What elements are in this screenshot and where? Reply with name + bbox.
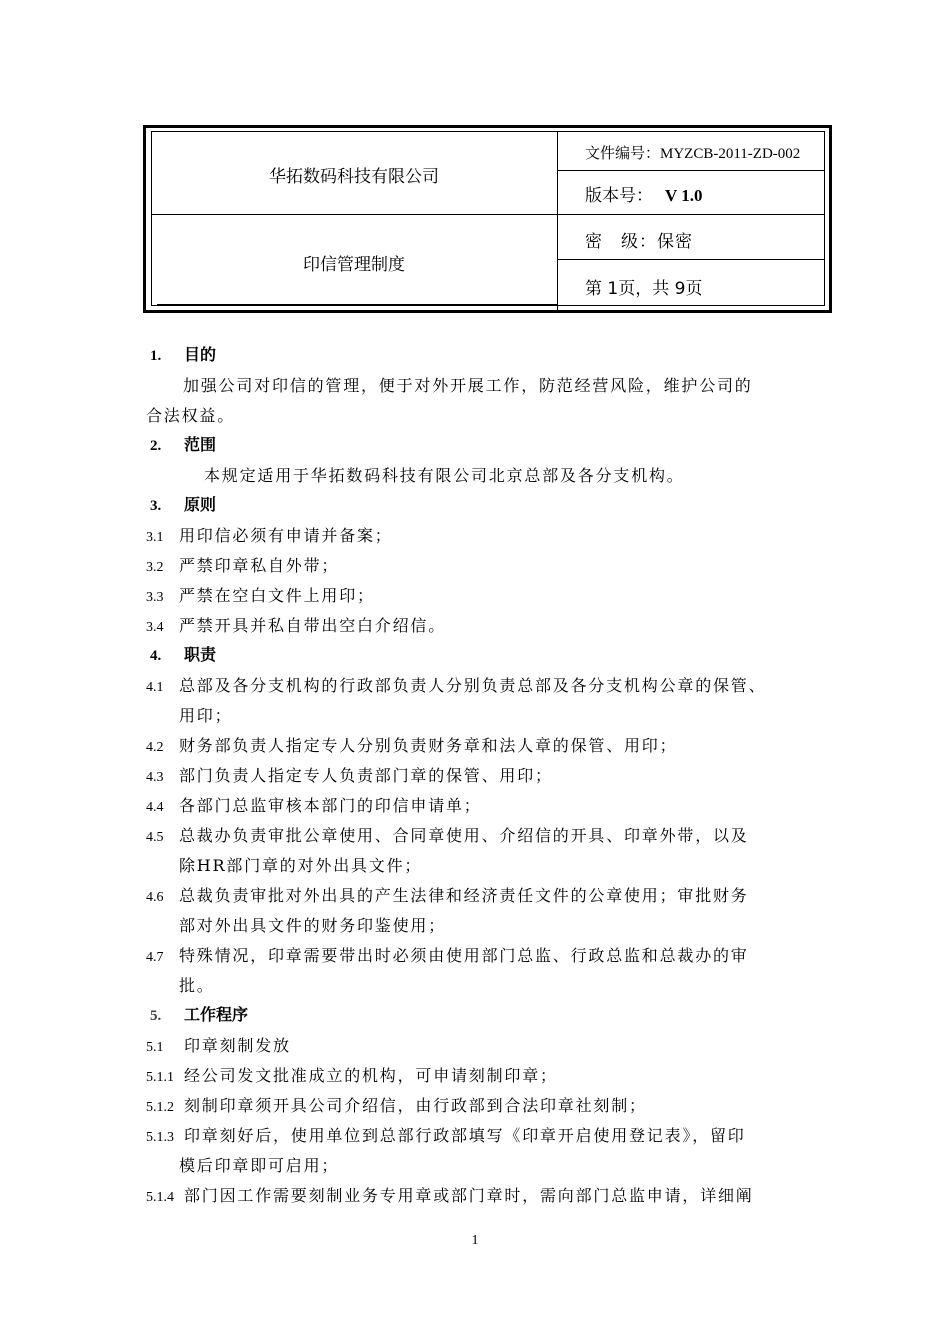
company-name: 华拓数码科技有限公司 (269, 167, 439, 187)
list-item: 4.3 部门负责人指定专人负责部门章的保管、用印； (146, 766, 553, 785)
list-item: 4.5 总裁办负责审批公章使用、合同章使用、介绍信的开具、印章外带，以及 (146, 826, 749, 845)
list-item-continuation: 除HR部门章的对外出具文件； (179, 856, 423, 875)
paragraph: 本规定适用于华拓数码科技有限公司北京总部及各分支机构。 (204, 466, 685, 485)
paragraph: 合法权益。 (146, 406, 236, 425)
section-heading-scope: 2. 范围 (150, 437, 217, 454)
list-item: 4.2 财务部负责人指定专人分别负责财务章和法人章的保管、用印； (146, 736, 678, 755)
header-divider-right-3 (557, 259, 825, 260)
section-heading-procedures: 5. 工作程序 (150, 1007, 249, 1024)
list-item: 5.1.3 印章刻好后，使用单位到总部行政部填写《印章开启使用登记表》，留印 (146, 1126, 746, 1145)
list-item: 5.1.1 经公司发文批准成立的机构，可申请刻制印章； (146, 1066, 558, 1085)
section-heading-principles: 3. 原则 (150, 497, 217, 514)
header-divider-middle (151, 214, 825, 215)
section-heading-purpose: 1. 目的 (150, 347, 217, 364)
list-item: 4.4 各部门总监审核本部门的印信申请单； (146, 796, 482, 815)
version: 版本号： V 1.0 (585, 186, 703, 206)
list-item: 3.3 严禁在空白文件上用印； (146, 586, 375, 605)
list-item: 4.1 总部及各分支机构的行政部负责人分别负责总部及各分支机构公章的保管、 (146, 676, 767, 695)
list-item: 4.7 特殊情况，印章需要带出时必须由使用部门总监、行政总监和总裁办的审 (146, 946, 749, 965)
list-item: 5.1.2 刻制印章须开具公司介绍信，由行政部到合法印章社刻制； (146, 1096, 647, 1115)
page-info: 第 1页，共 9页 (585, 279, 703, 299)
list-item: 3.2 严禁印章私自外带； (146, 556, 340, 575)
section-heading-responsibilities: 4. 职责 (150, 647, 217, 664)
list-item: 5.1 印章刻制发放 (146, 1036, 291, 1055)
list-item: 5.1.4 部门因工作需要刻制业务专用章或部门章时，需向部门总监申请，详细阐 (146, 1186, 754, 1205)
document-title: 印信管理制度 (303, 255, 405, 275)
list-item: 3.1 用印信必须有申请并备案； (146, 526, 393, 545)
security-level: 密 级：保密 (585, 232, 693, 252)
list-item: 4.6 总裁负责审批对外出具的产生法律和经济责任文件的公章使用；审批财务 (146, 886, 749, 905)
list-item-continuation: 批。 (179, 976, 215, 995)
header-divider-vertical (557, 131, 558, 312)
document-number: 文件编号：MYZCB-2011-ZD-002 (585, 144, 801, 162)
paragraph: 加强公司对印信的管理，便于对外开展工作，防范经营风险，维护公司的 (183, 376, 753, 395)
list-item: 3.4 严禁开具并私自带出空白介绍信。 (146, 616, 447, 635)
list-item-continuation: 部对外出具文件的财务印鉴使用； (179, 916, 447, 935)
header-divider-right-1 (557, 170, 825, 171)
list-item-continuation: 用印； (179, 706, 233, 725)
header-bottom-rule (157, 304, 557, 306)
page-number: 1 (471, 1233, 479, 1248)
list-item-continuation: 模后印章即可启用； (179, 1156, 340, 1175)
